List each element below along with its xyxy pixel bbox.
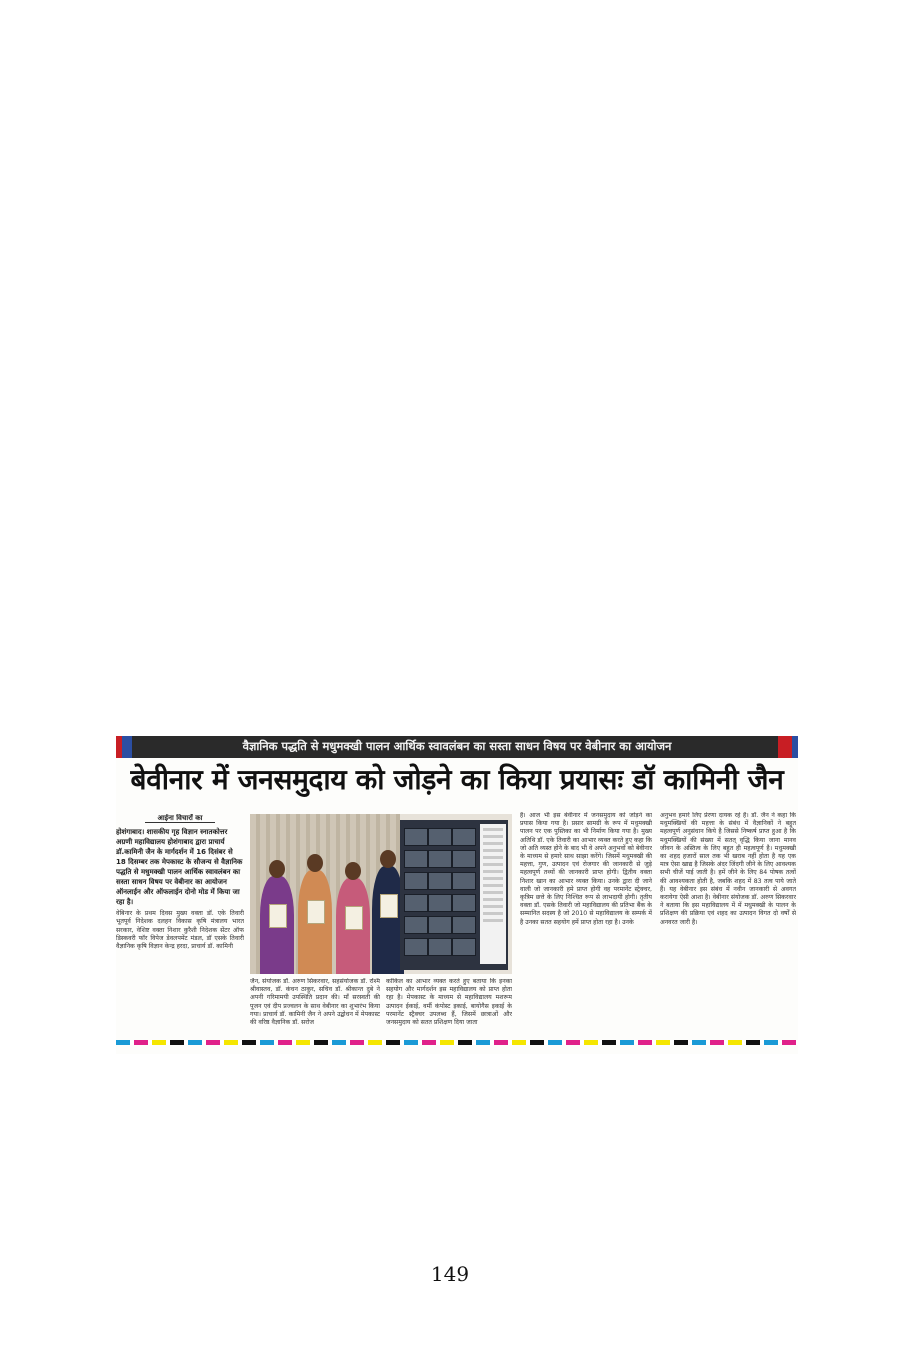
participants-panel bbox=[480, 824, 506, 964]
person-2-head bbox=[307, 854, 323, 872]
video-tile bbox=[404, 850, 428, 868]
video-tile bbox=[428, 894, 452, 912]
column-4-text: है। आज भी इस बेवीनार में जनसमुदाय को जोड़ने का प्रयास किया गया है। प्रसार सामग्री के रूप में मधुमक्खी पालन पर एक पुस्तिका का भी निर्माण किया गया है। मुख्य अतिथि डॉ. एके तिवारी का आभार व्यक्त करते हुए कहा कि जो अति व्यस्त होने के बाद भी वे अपने अनुभवों को बेवीनार के माध्यम से हमारे साथ साझा करेंगे। जिसमें मधुमक्खी की महत्ता, गुण, उत्पादन एवं रोजगार की जानकारी से जुड़े महत्वपूर्ण तथ्यों की जानकारी प्राप्त होगी। द्वितीय वक्ता निशार खान का आभार व्यक्त किया। उनके द्वारा दी जाने वाली जो जानकारी हमे प्राप्त होगी वह परमानेंट स्ट्रेक्चर, कृत्रिम छत्ते के लिए निश्चित रूप से लाभदायी होगी। तृतीय वक्ता डॉ. एसके तिवारी जो महाविद्यालय की प्रतिभा बैंक के सम्मानित सदस्य है जो 2010 से महाविद्यालय के सम्पर्क में है उनका सतत सहयोग हमें प्राप्त होता रहा है। उनके bbox=[520, 812, 652, 926]
video-tile bbox=[452, 916, 476, 934]
person-3-head bbox=[345, 862, 361, 880]
booklet-3 bbox=[345, 906, 363, 930]
video-tile bbox=[452, 894, 476, 912]
booklet-4 bbox=[380, 894, 398, 918]
column-2 bbox=[250, 978, 380, 1042]
video-tile bbox=[404, 916, 428, 934]
lead-text: शासकीय गृह विज्ञान स्नातकोत्तर अग्रणी महाविद्यालय होशंगाबाद द्वारा प्राचार्य डॉ.कामिनी जैन के मार्गदर्शन में 16 दिसंबर से 18 दिसम्बर तक मेपकास्ट के सौजन्य से वैज्ञानिक पद्धति से मधुमक्खी पालन आर्थिक स्वावलंबन का सस्ता साधन विषय पर वेबीनार का आयोजन ऑनलाईन और ऑफलाईन दोनो मोड में किया जा रहा है। bbox=[116, 828, 243, 907]
video-tile bbox=[404, 828, 428, 846]
video-tile bbox=[452, 938, 476, 956]
booklet-1 bbox=[269, 904, 287, 928]
video-tile bbox=[428, 828, 452, 846]
video-tile bbox=[404, 938, 428, 956]
column-5 bbox=[660, 812, 796, 1040]
lead-paragraph bbox=[116, 827, 244, 907]
column-4 bbox=[520, 812, 652, 1040]
person-4-head bbox=[380, 850, 396, 868]
video-tile bbox=[452, 828, 476, 846]
color-registration-strip bbox=[116, 1040, 798, 1045]
booklet-2 bbox=[307, 900, 325, 924]
column-5-text: अनुभव हमारे लिए प्रेरणा दायक रहे है। डॉ. जैन ने कहा कि मधुमक्खियों की महत्ता के संबंध में वैज्ञानिकों ने बहुत महत्वपूर्ण अनुसंधान किये है जिससे निष्कर्ष प्राप्त हुआ है कि मधुमक्खियों की संख्या में सतत् वृद्धि किया जाना मानव जीवन के अस्तित्व के लिए बहुत ही महत्वपूर्ण है। मधुमक्खी का शहद हजारों साल तक भी खराब नहीं होता है यह एक मात्र ऐसा खाद्य है जिसके अंदर जिंदगी जीने के लिए आवश्यक सभी चीजें पाई जाती है। हमें जीने के लिए 84 पोषक तत्वों की आवश्यकता होती है, जबकि शहद में 83 तत्व पाये जाते हैं। यह वेबीनार इस संबंध में नवीन जानकारी से अवगत करायेगा ऐसी आशा है। वेबीनार संयोजक डॉ. अरुण सिकरवार ने बताया कि इस महाविद्यालय में में मधुमक्खी के पालन के प्रशिक्षण की प्रक्रिया एवं शहद का उत्पादन विगत दो वर्षों से अनवरत जारी है। bbox=[660, 812, 796, 926]
webinar-screen bbox=[400, 820, 508, 970]
dateline: होशंगाबाद। bbox=[116, 828, 145, 837]
column-2-text: जैन, संयोजक डॉ. अरुण सिकरवार, सहसंयोजक डॉ. रश्मि श्रीवास्तव, डॉ. कंचन ठाकुर, सचिव डॉ. श्रीकान्त दुबे ने अपनी गरिमामयी उपस्थिति प्रदान की। माँ सरस्वती की पूजन एवं दीप प्रज्वलन के साथ वेबीनार का शुभारंभ किया गया। प्राचार्य डॉ. कामिनी जैन ने अपने उद्बोधन में मेपकास्ट की वरिष्ठ वैज्ञानिक डॉ. सरोज bbox=[250, 978, 380, 1027]
kicker-text: वैज्ञानिक पद्धति से मधुमक्खी पालन आर्थिक स्वावलंबन का सस्ता साधन विषय पर वेबीनार का आयोजन bbox=[242, 739, 672, 753]
video-tile bbox=[404, 872, 428, 890]
video-tile bbox=[404, 894, 428, 912]
video-tile bbox=[428, 850, 452, 868]
page-number: 149 bbox=[430, 1262, 470, 1286]
column-1 bbox=[116, 814, 244, 1040]
column-3 bbox=[386, 978, 512, 1042]
article-photo bbox=[250, 814, 512, 974]
column-3-text: कोकिल का आभार व्यक्त करते हुए बताया कि इनका सहयोग और मार्गदर्शन इस महाविद्यालय को प्राप्त होता रहा है। मेपकास्ट के माध्यम से महाविद्यालय मशरूम उत्पादन ईकाई, वर्मी कंपोस्ट इकाई, बायोगैस इकाई के परमानेंट स्ट्रैक्चर उपलब्ध हैं, जिसमें छात्राओं और जनसमुदाय को सतत प्रशिक्षण दिया जाता bbox=[386, 978, 512, 1027]
headline: बेवीनार में जनसमुदाय को जोड़ने का किया प्रयासः डॉ कामिनी जैन bbox=[130, 763, 784, 796]
video-tile bbox=[428, 872, 452, 890]
video-tile bbox=[452, 850, 476, 868]
column-1-paragraph-2: वेबिनार के प्रथम दिवस मुख्य वक्ता डॉ. एके तिवारी भूतपूर्व निदेशक दलहन विकास कृषि मंत्रालय भारत सरकार, वेशिष्ट वक्ता निशार कुरैशी निदेशक सेंटर ऑफ डिस्कवरी फॉर विपेज डेवलपमेंट मंडल, डॉ एसके तिवारी वैज्ञानिक कृषि विज्ञान केन्द्र हरदा, प्राचार्य डॉ. कामिनी bbox=[116, 910, 244, 951]
byline: आईना विचारों का bbox=[145, 814, 215, 823]
video-tile bbox=[452, 872, 476, 890]
kicker-banner bbox=[116, 736, 798, 758]
newspaper-clipping bbox=[116, 736, 798, 1054]
video-tile bbox=[428, 938, 452, 956]
person-1-head bbox=[269, 860, 285, 878]
video-tile bbox=[428, 916, 452, 934]
